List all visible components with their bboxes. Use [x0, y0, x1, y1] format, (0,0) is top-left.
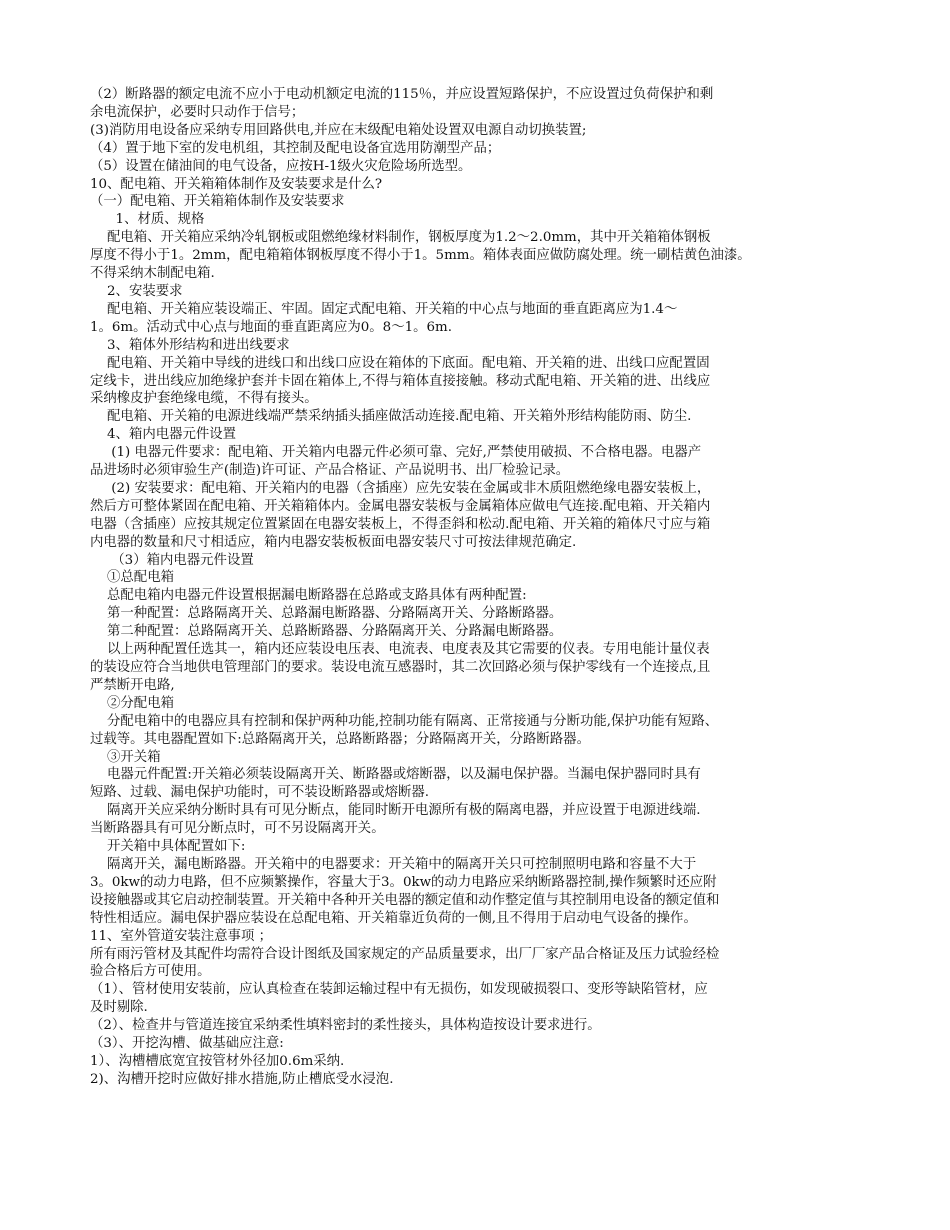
text-line: 所有雨污管材及其配件均需符合设计图纸及国家规定的产品质量要求，出厂厂家产品合格证及压力试验经检 [90, 946, 720, 962]
text-line: 第二种配置：总路隔离开关、总路断路器、分路隔离开关、分路漏电断路器。 [90, 624, 563, 640]
text-line: 配电箱、开关箱应采纳冷轧钢板或阻燃绝缘材料制作，钢板厚度为1.2～2.0mm，其中开关箱箱体钢板 [90, 230, 711, 246]
text-line: 2)、沟槽开挖时应做好排水措施,防止槽底受水浸泡. [90, 1071, 394, 1087]
text-line: 分配电箱中的电器应具有控制和保护两种功能,控制功能有隔离、正常接通与分断功能,保护功能有短路、 [90, 713, 719, 729]
item-heading: 1、材质、规格 [90, 212, 205, 228]
text-line: 定线卡，进出线应加绝缘护套并卡固在箱体上,不得与箱体直接接触。移动式配电箱、开关箱的进、出线应 [90, 373, 711, 389]
text-line: （3）箱内电器元件设置 [90, 552, 254, 568]
text-line: (1) 电器元件要求：配电箱、开关箱内电器元件必须可靠、完好,严禁使用破损、不合格电器。电器产 [90, 445, 702, 461]
text-line: ①总配电箱 [90, 570, 174, 586]
subsection-heading: （一）配电箱、开关箱箱体制作及安装要求 [90, 194, 345, 210]
text-line: 配电箱、开关箱中导线的进线口和出线口应设在箱体的下底面。配电箱、开关箱的进、出线口应配置固 [90, 355, 710, 371]
text-line: 第一种配置：总路隔离开关、总路漏电断路器、分路隔离开关、分路断路器。 [90, 606, 563, 622]
text-line: 配电箱、开关箱应装设端正、牢固。固定式配电箱、开关箱的中心点与地面的垂直距离应为1.4～ [90, 301, 678, 317]
section-heading: 10、配电箱、开关箱箱体制作及安装要求是什么? [90, 176, 383, 192]
text-line: （2）、检查井与管道连接宜采纳柔性填料密封的柔性接头，具体构造按设计要求进行。 [90, 1018, 601, 1034]
text-line: (3)消防用电设备应采纳专用回路供电,并应在末级配电箱处设置双电源自动切换装置; [90, 122, 587, 138]
text-line: 采纳橡皮护套绝缘电缆，不得有接头。 [90, 391, 318, 407]
text-line: （2）断路器的额定电流不应小于电动机额定电流的115％，并应设置短路保护，不应设置过负荷保护和剩 [90, 87, 714, 102]
text-line: 隔离开关应采纳分断时具有可见分断点，能同时断开电源所有极的隔离电器，并应设置于电源进线端. [90, 803, 701, 819]
text-line: 内电器的数量和尺寸相适应，箱内电器安装板板面电器安装尺寸可按法律规范确定. [90, 534, 577, 550]
text-line: 隔离开关，漏电断路器。开关箱中的电器要求：开关箱中的隔离开关只可控制照明电路和容量不大于 [90, 856, 697, 872]
item-heading: 3、箱体外形结构和进出线要求 [90, 337, 290, 353]
document-body [90, 86, 870, 1089]
text-line: 设接触器或其它启动控制装置。开关箱中各种开关电器的额定值和动作整定值与其控制用电设备的额定值和 [90, 892, 720, 908]
text-line: 总配电箱内电器元件设置根据漏电断路器在总路或支路具体有两种配置: [90, 588, 527, 604]
text-line: ②分配电箱 [90, 695, 174, 711]
text-line: 以上两种配置任选其一，箱内还应装设电压表、电流表、电度表及其它需要的仪表。专用电能计量仪表 [90, 642, 710, 658]
text-line: 余电流保护，必要时只动作于信号； [90, 104, 305, 120]
text-line: 1。6m。活动式中心点与地面的垂直距离应为0。8～1。6m. [90, 319, 452, 335]
text-line: 及时剔除. [90, 1000, 148, 1016]
text-line: （1）、管材使用安装前，应认真检查在装卸运输过程中有无损伤，如发现破损裂口、变形等缺陷管材，应 [90, 982, 708, 998]
section-heading: 11、室外管道安装注意事项 ； [90, 928, 272, 944]
item-heading: 4、箱内电器元件设置 [90, 427, 237, 443]
text-line: （3）、开挖沟槽、做基础应注意: [90, 1036, 284, 1052]
text-line: 电器元件配置:开关箱必须装设隔离开关、断路器或熔断器，以及漏电保护器。当漏电保护器同时具有 [90, 767, 701, 783]
text-line: （4）置于地下室的发电机组，其控制及配电设备宜选用防潮型产品； [90, 140, 501, 156]
text-line: 电器（含插座）应按其规定位置紧固在电器安装板上，不得歪斜和松动.配电箱、开关箱的箱体尺寸应与箱 [90, 516, 711, 532]
item-heading: 2、安装要求 [90, 283, 183, 299]
text-line: 特性相适应。漏电保护器应装设在总配电箱、开关箱靠近负荷的一侧,且不得用于启动电气设备的操作。 [90, 910, 697, 926]
text-line: 的装设应符合当地供电管理部门的要求。装设电流互感器时，其二次回路必须与保护零线有一个连接点,且 [90, 660, 711, 675]
text-line: （5）设置在储油间的电气设备，应按H-1级火灾危险场所选型。 [90, 158, 472, 174]
text-line: 严禁断开电路, [90, 677, 175, 693]
text-line: 短路、过载、漏电保护功能时，可不装设断路器或熔断器. [90, 785, 430, 801]
text-line: 然后方可整体紧固在配电箱、开关箱箱体内。金属电器安装板与金属箱体应做电气连接.配电箱、开关箱内 [90, 498, 711, 514]
text-line: 开关箱中具体配置如下: [90, 839, 246, 855]
text-line: 配电箱、开关箱的电源进线端严禁采纳插头插座做活动连接.配电箱、开关箱外形结构能防雨、防尘. [90, 409, 692, 425]
text-line: 过载等。其电器配置如下:总路隔离开关，总路断路器；分路隔离开关，分路断路器。 [90, 731, 590, 747]
text-line: 不得采纳木制配电箱. [90, 266, 215, 282]
text-line: 当断路器具有可见分断点时，可不另设隔离开关。 [90, 821, 385, 837]
text-line: ③开关箱 [90, 749, 161, 765]
text-line: 品进场时必须审验生产(制造)许可证、产品合格证、产品说明书、出厂检验记录。 [90, 463, 570, 479]
text-line: 验合格后方可使用。 [90, 964, 211, 980]
text-line: 1）、沟槽槽底宽宜按管材外径加0.6m采纳. [90, 1053, 345, 1069]
text-line: (2) 安装要求：配电箱、开关箱内的电器（含插座）应先安装在金属或非木质阻燃绝缘电器安装板上， [90, 480, 711, 496]
text-line: 3。0kw的动力电路，但不应频繁操作，容量大于3。0kw的动力电路应采纳断路器控制,操作频繁时还应附 [90, 874, 717, 890]
text-line: 厚度不得小于1。2mm，配电箱箱体钢板厚度不得小于1。5mm。箱体表面应做防腐处理。统一刷桔黄色油漆。 [90, 248, 751, 264]
